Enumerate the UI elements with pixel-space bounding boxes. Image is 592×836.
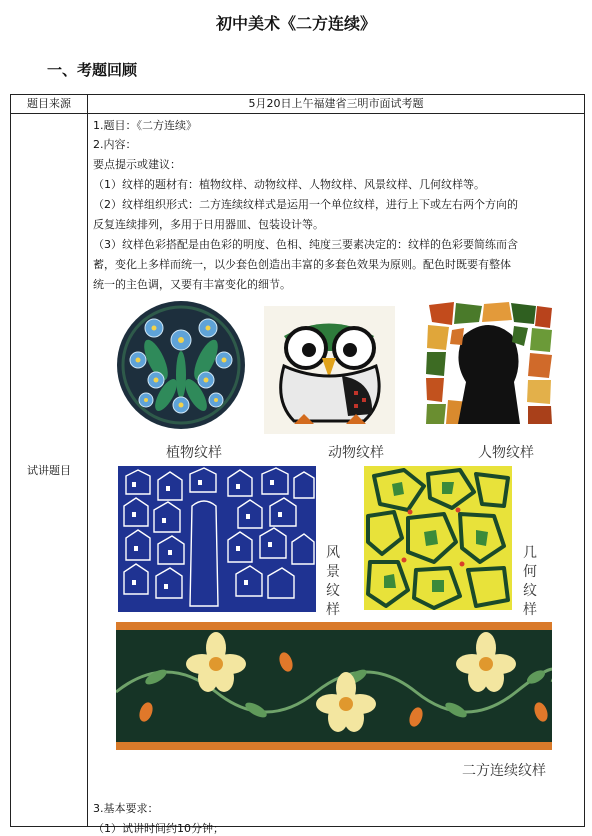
text-line: （1）纹样的题材有：植物纹样、动物纹样、人物纹样、风景纹样、几何纹样等。: [93, 178, 485, 191]
geometric-caption: 几何纹样: [523, 545, 537, 618]
text-line: （3）纹样色彩搭配是由色彩的明度、色相、纯度三要素决定的：纹样的色彩要简练而含: [93, 238, 518, 251]
border-pattern-image: [116, 622, 552, 750]
text-line: 3.基本要求：: [93, 802, 159, 815]
text-line: 1.题目：《二方连续》: [93, 119, 197, 132]
header-source-label: 题目来源: [11, 95, 88, 114]
plant-caption: 植物纹样: [166, 445, 222, 461]
text-line: 要点提示或建议：: [93, 158, 181, 171]
plant-pattern-image: [116, 300, 246, 430]
text-line: （2）纹样组织形式：二方连续纹样式是运用一个单位纹样，进行上下或左右两个方向的: [93, 198, 518, 211]
text-line: 2.内容：: [93, 138, 137, 151]
figure-pattern-image: [424, 300, 554, 426]
text-line: 反复连续排列，多用于日用器皿、包装设计等。: [93, 218, 324, 231]
section-heading: 一、考题回顾: [47, 61, 138, 79]
animal-caption: 动物纹样: [328, 445, 384, 461]
text-line: 蓄，变化上多样而统一，以少套色创造出丰富的多套色效果为原则。配色时既要有整体: [93, 258, 511, 271]
table-content-row: [11, 114, 585, 827]
header-source-value: 5月20日上午福建省三明市面试考题: [88, 95, 585, 114]
text-line: 统一的主色调，又要有丰富变化的细节。: [93, 278, 291, 291]
row-label: 试讲题目: [11, 114, 88, 827]
table-header-row: [11, 95, 585, 114]
figure-caption: 人物纹样: [478, 445, 534, 461]
border-caption: 二方连续纹样: [462, 763, 546, 779]
content-cell: [88, 114, 585, 835]
exam-table: [10, 94, 585, 835]
text-line: （1）试讲时间约10分钟；: [93, 822, 224, 835]
landscape-caption: 风景纹样: [326, 545, 340, 618]
geometric-pattern-image: [364, 466, 512, 610]
animal-pattern-image: [264, 306, 395, 434]
landscape-pattern-image: [118, 466, 316, 612]
document-title: 初中美术《二方连续》: [215, 14, 376, 33]
